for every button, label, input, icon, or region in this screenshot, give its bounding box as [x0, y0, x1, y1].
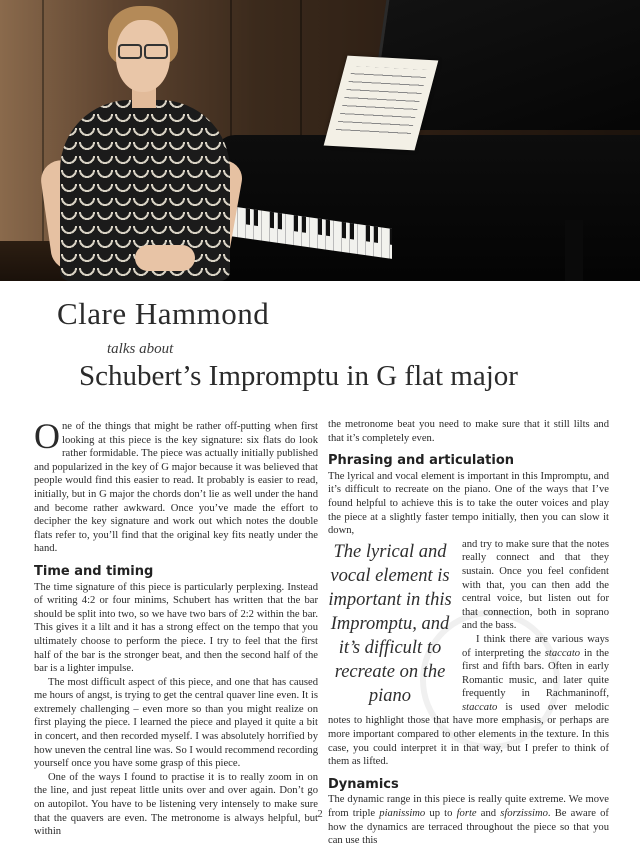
page-number: 2	[317, 808, 323, 820]
paragraph: The dynamic range in this piece is really quite extreme. We move from triple pianissimo up to forte and sforzissimo. Be aware of how the dynamics are terraced throughout the piece so that you can use this	[328, 794, 609, 847]
paragraph: The lyrical and vocal element is important in this Impromptu, and it’s difficult to recreate on the piano. One of the ways that I’ve found helpful to achieve this is to take the outer voices and play the piece at a slightly faster tempo initially, then you can slow it down,	[328, 470, 609, 537]
talks-about-label: talks about	[107, 341, 174, 357]
pull-quote: The lyrical and vocal element is important in this Impromptu, and it’s difficult to recreate on the piano	[328, 541, 452, 706]
drop-cap: O	[34, 416, 60, 456]
paragraph: and try to make sure that the notes really connect and that they sustain. Once you feel confident with that, you can then add the central voice, but listen out for that connection, both in soprano and the bass.	[462, 538, 609, 632]
paragraph: I think there are various ways of interpreting the staccato in the first and fifth bars. Often in early Romantic music, and later quite frequently in Rachmaninoff, staccato is used over melodic notes to highlight those that have more emphasis, or perhaps are more important compared to other elements in the texture. In this case, you could interpret it in that way, but I prefer to think of them as lifted.	[328, 633, 609, 768]
heading-dynamics: Dynamics	[328, 776, 399, 792]
paragraph: the metronome beat you need to make sure that it still lilts and that it’s completely even.	[328, 419, 609, 444]
author-name: Clare Hammond	[57, 296, 270, 331]
heading-phrasing-and-articulation: Phrasing and articulation	[328, 453, 515, 469]
watermark-seal	[420, 610, 560, 750]
paragraph: One of the ways I found to practise it is to really zoom in on the line, and just repeat little units over and over again. Don’t go on autopilot. You have to be listening very intensely to make sure that the quavers are even. The metronome is always helpful, but within	[34, 771, 318, 838]
intro-text: ne of the things that might be rather off-putting when first looking at this piece is the key signature: six flats do look rather formidable. The piece was actually initially published and popularized in the key of G major because it was believed that people would find this easier to read. It probably is easier to read, initially, but in G major the chords don’t lie as well under the hand and become rather awkward. Once you’ve made the effort to decipher the key signature and work out which notes the double flats refer to, you’ll find that the original key fits neatly under the hand.	[34, 421, 318, 555]
left-column	[34, 416, 318, 839]
paragraph: The time signature of this piece is particularly perplexing. Instead of writing 4:2 or four minims, Schubert has written that the bar should be split into two, so we have two bars of 2:2 within the bar. This gives it a lilt and it has a strong effect on the tempo that you ultimately choose to perform the piece. I try to feel that the first half of the bar is the stronger beat, and then the second half of the bar is a lighter impulse.	[34, 581, 318, 675]
hero-photo	[0, 0, 640, 281]
paragraph: The most difficult aspect of this piece, and one that has caused me hours of angst, is trying to get the central quaver line even. It is extremely challenging – even more so than you might realize on first playing the piece. I learned the piece and played it quite a bit in concert, and then recorded myself. I was absolutely horrified by how uneven the central line was. So I would recommend recording yourself once you have some grasp of this piece.	[34, 676, 318, 770]
article-title: Schubert’s Impromptu in G flat major	[79, 360, 518, 392]
intro-paragraph	[34, 416, 318, 556]
pianist	[40, 0, 230, 281]
heading-time-and-timing: Time and timing	[34, 563, 154, 579]
